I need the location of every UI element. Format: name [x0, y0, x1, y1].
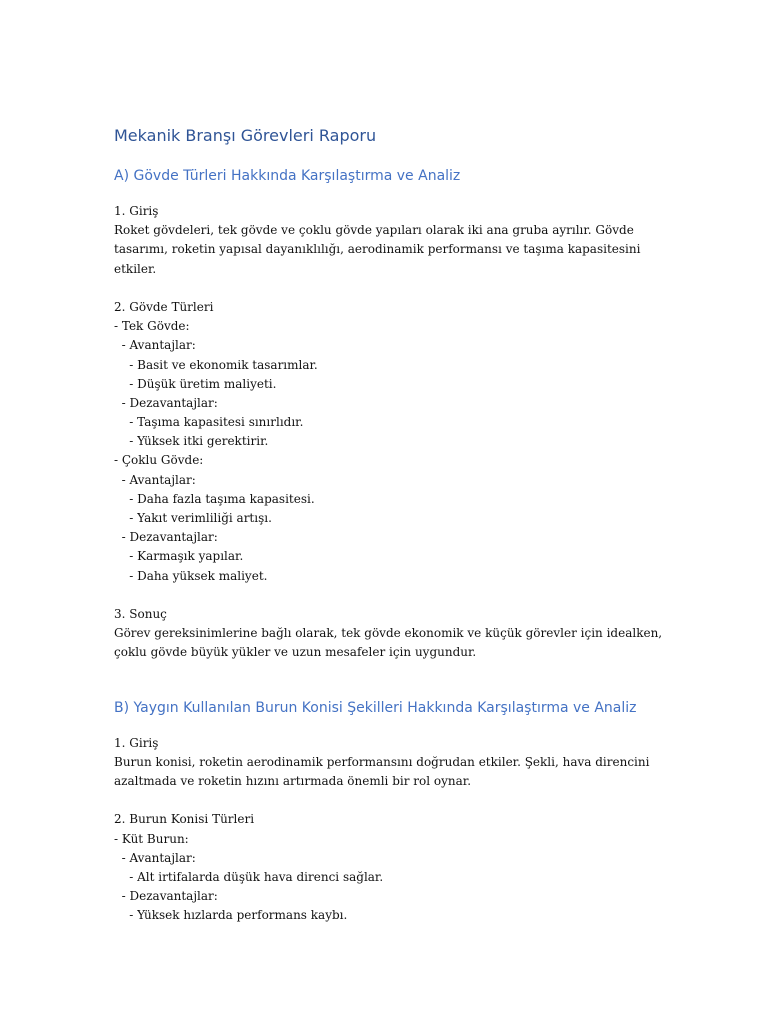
- document-content: [114, 124, 674, 926]
- section-b-heading: B) Yaygın Kullanılan Burun Konisi Şekilleri Hakkında Karşılaştırma ve Analiz: [114, 699, 637, 716]
- section-a-types: [114, 298, 674, 586]
- paragraph-line: Roket gövdeleri, tek gövde ve çoklu gövde yapıları olarak iki ana gruba ayrılır. Gövde: [114, 223, 634, 238]
- list-item: - Daha yüksek maliyet.: [114, 568, 268, 583]
- paragraph-line: Burun konisi, roketin aerodinamik performansını doğrudan etkiler. Şekli, hava direncini: [114, 754, 650, 769]
- section-b-types: [114, 810, 674, 925]
- section-b-intro: [114, 734, 674, 792]
- paragraph-line: etkiler.: [114, 261, 157, 276]
- list-item: - Küt Burun:: [114, 831, 189, 846]
- list-item: - Avantajlar:: [114, 472, 196, 487]
- list-item: - Çoklu Gövde:: [114, 453, 204, 468]
- section-a-heading: A) Gövde Türleri Hakkında Karşılaştırma ve Analiz: [114, 168, 461, 184]
- section-b-intro-label: 1. Giriş: [114, 735, 159, 750]
- list-item: - Yüksek hızlarda performans kaybı.: [114, 908, 348, 923]
- list-item: - Basit ve ekonomik tasarımlar.: [114, 357, 318, 372]
- document-title: Mekanik Branşı Görevleri Raporu: [114, 126, 377, 145]
- list-item: - Tek Gövde:: [114, 319, 190, 334]
- section-a-conclusion: [114, 605, 674, 663]
- list-item: - Alt irtifalarda düşük hava direnci sağlar.: [114, 870, 384, 884]
- section-b-types-label: 2. Burun Konisi Türleri: [114, 812, 255, 827]
- list-item: - Taşıma kapasitesi sınırlıdır.: [114, 415, 304, 430]
- paragraph-line: Görev gereksinimlerine bağlı olarak, tek gövde ekonomik ve küçük görevler için idealken,: [114, 626, 663, 641]
- list-item: - Avantajlar:: [114, 338, 196, 353]
- section-a-conclusion-label: 3. Sonuç: [114, 606, 167, 621]
- section-a-intro-label: 1. Giriş: [114, 204, 159, 218]
- list-item: - Dezavantajlar:: [114, 530, 218, 545]
- list-item: - Düşük üretim maliyeti.: [114, 376, 277, 391]
- list-item: - Avantajlar:: [114, 850, 196, 865]
- section-a-intro: [114, 202, 674, 279]
- list-item: - Daha fazla taşıma kapasitesi.: [114, 491, 315, 506]
- list-item: - Yüksek itki gerektirir.: [114, 434, 269, 449]
- paragraph-line: azaltmada ve roketin hızını artırmada önemli bir rol oynar.: [114, 774, 472, 789]
- list-item: - Karmaşık yapılar.: [114, 549, 244, 564]
- paragraph-line: çoklu gövde büyük yükler ve uzun mesafeler için uygundur.: [114, 645, 477, 660]
- list-item: - Dezavantajlar:: [114, 889, 218, 904]
- paragraph-line: tasarımı, roketin yapısal dayanıklılığı, aerodinamik performansı ve taşıma kapasitesini: [114, 242, 641, 257]
- list-item: - Dezavantajlar:: [114, 395, 218, 410]
- section-a-types-label: 2. Gövde Türleri: [114, 299, 214, 314]
- list-item: - Yakıt verimliliği artışı.: [114, 511, 272, 525]
